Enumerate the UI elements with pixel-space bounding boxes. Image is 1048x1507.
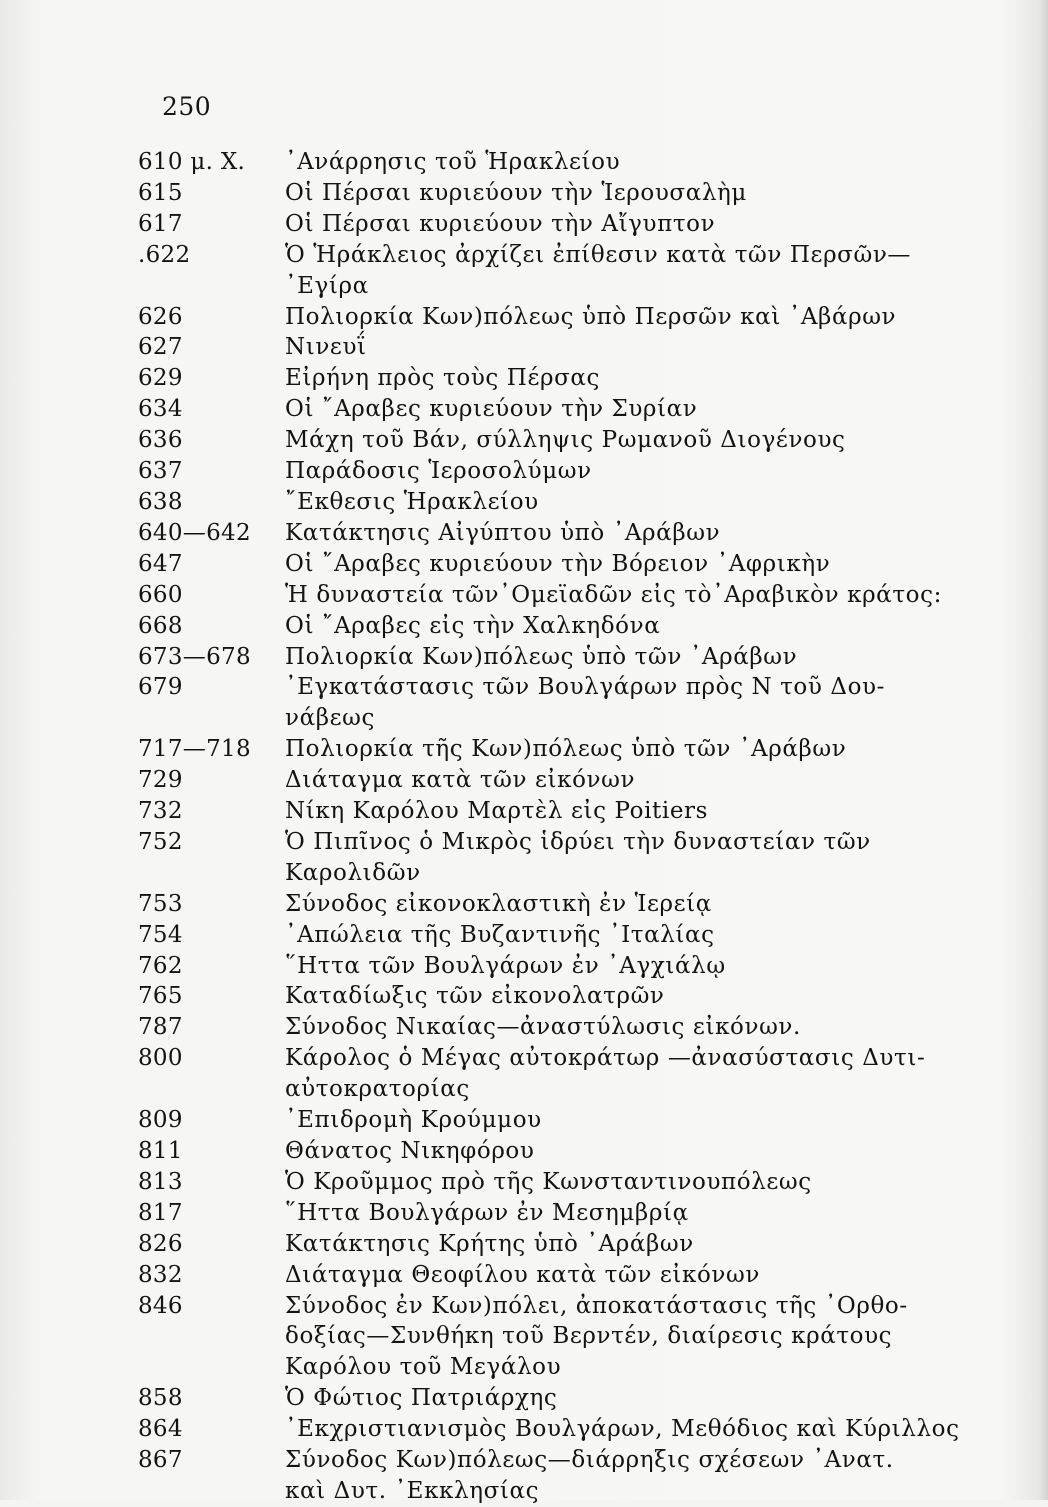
entry-event-line: Ὁ Κροῦμμος πρὸ τῆς Κωνσταντινουπόλεως: [285, 1168, 812, 1195]
entry-event-line: δοξίας—Συνθήκη τοῦ Βερντέν, διαίρεσις κράτους: [285, 1323, 893, 1350]
entry-event-line: Καταδίωξις τῶν εἰκονολατρῶν: [285, 983, 665, 1010]
entry-event-line: ῞Ηττα Βουλγάρων ἐν Μεσημβρίᾳ: [285, 1199, 689, 1226]
chronology-entry: [138, 178, 968, 209]
entry-event-line: Οἱ ῎Αραβες εἰς τὴν Χαλκηδόνα: [285, 612, 661, 639]
chronology-entry: [138, 611, 968, 642]
chronology-entry: [138, 951, 968, 982]
entry-event: [285, 889, 968, 920]
entry-event: [285, 1291, 968, 1384]
chronology-entry: [138, 456, 968, 487]
chronology-entry: [138, 147, 968, 178]
chronology-entry: [138, 487, 968, 518]
entry-event: [285, 642, 968, 673]
entry-year: 787: [138, 1014, 183, 1041]
entry-event: [285, 178, 968, 209]
entry-year: 826: [138, 1230, 183, 1257]
entry-event-line: ᾿Απώλεια τῆς Βυζαντινῆς ᾿Ιταλίας: [285, 921, 715, 948]
entry-event: [285, 425, 968, 456]
chronology-entry: [138, 765, 968, 796]
entry-event-line: Ὁ Πιπῖνος ὁ Μικρὸς ἱδρύει τὴν δυναστείαν τῶν: [285, 828, 871, 855]
entry-event-line: Σύνοδος εἰκονοκλαστικὴ ἐν Ἱερείᾳ: [285, 890, 712, 917]
entry-event: [285, 394, 968, 425]
chronology-entry: [138, 394, 968, 425]
entry-event: [285, 580, 968, 611]
entry-event-line: Κατάκτησις Κρήτης ὑπὸ ᾿Αράβων: [285, 1230, 694, 1257]
entry-event-line: Καρολιδῶν: [285, 859, 421, 886]
entry-event-line: Νίκη Καρόλου Μαρτὲλ εἰς Poitiers: [285, 798, 709, 825]
entry-event-line: Κατάκτησις Αἰγύπτου ὑπὸ ᾿Αράβων: [285, 519, 721, 546]
entry-year: 634: [138, 396, 183, 423]
entry-event-line: Πολιορκία Κων)πόλεως ὑπὸ τῶν ᾿Αράβων: [285, 643, 798, 670]
entry-event: [285, 796, 968, 827]
entry-year: 668: [138, 612, 183, 639]
entry-event: [285, 518, 968, 549]
entry-event: [285, 1229, 968, 1260]
entry-year: 610 μ. Χ.: [138, 149, 246, 175]
entry-event-line: Σύνοδος Νικαίας—ἀναστύλωσις εἰκόνων.: [285, 1014, 801, 1041]
page-number: 250: [162, 92, 212, 121]
entry-event: [285, 363, 968, 394]
entry-year: 640—642: [138, 519, 251, 546]
entry-year: 813: [138, 1168, 183, 1195]
entry-year: 732: [138, 798, 183, 825]
entry-event: [285, 549, 968, 580]
chronology-entry: [138, 580, 968, 611]
entry-year: 626: [138, 303, 183, 330]
entry-event-line: Θάνατος Νικηφόρου: [285, 1138, 535, 1164]
chronology-entry: [138, 796, 968, 827]
entry-event: [285, 734, 968, 765]
entry-event: [285, 456, 968, 487]
entry-year: 858: [138, 1385, 183, 1412]
entry-event-line: Πολιορκία τῆς Κων)πόλεως ὑπὸ τῶν ᾿Αράβων: [285, 736, 847, 763]
entry-event-line: ῎Εκθεσις Ἡρακλείου: [285, 488, 539, 515]
entry-event-line: Σύνοδος ἐν Κων)πόλει, ἀποκατάστασις τῆς ᾿Ορθο-: [285, 1292, 908, 1319]
chronology-entry: [138, 549, 968, 580]
chronology-entry: [138, 302, 968, 333]
entry-year: 717—718: [138, 736, 251, 763]
entry-year: 754: [138, 921, 183, 948]
entry-year: 817: [138, 1199, 183, 1226]
chronology-entry: [138, 920, 968, 951]
entry-year: 637: [138, 458, 183, 485]
entry-year: 753: [138, 890, 183, 917]
entry-year: 673—678: [138, 643, 251, 670]
chronology-entry: [138, 518, 968, 549]
entry-event: [285, 765, 968, 796]
entry-year: 679: [138, 674, 183, 701]
entry-event-line: ᾿Επιδρομὴ Κρούμμου: [285, 1107, 542, 1134]
chronology-entry: [138, 827, 968, 889]
entry-event: [285, 1167, 968, 1198]
entry-event-line: Οἱ ῎Αραβες κυριεύουν τὴν Συρίαν: [285, 396, 698, 423]
chronology-entry: [138, 1414, 968, 1445]
entry-event: [285, 827, 968, 889]
chronology-entry: [138, 672, 968, 734]
entry-event: [285, 1136, 968, 1167]
entry-event: [285, 951, 968, 982]
entry-event: [285, 672, 968, 734]
chronology-entry: [138, 1229, 968, 1260]
entry-event-line: Ὁ Φώτιος Πατριάρχης: [285, 1385, 558, 1412]
chronology-entry: [138, 1136, 968, 1167]
chronology-entry: [138, 209, 968, 240]
entry-event: [285, 1043, 968, 1105]
chronology-entry: [138, 1260, 968, 1291]
chronology-entry: [138, 1291, 968, 1384]
entry-year: 800: [138, 1045, 183, 1072]
entry-year: 762: [138, 952, 183, 979]
entry-year: 809: [138, 1107, 183, 1134]
entry-year: 832: [138, 1261, 183, 1288]
entry-event-line: ᾿Εκχριστιανισμὸς Βουλγάρων, Μεθόδιος καὶ Κύριλλος: [285, 1416, 960, 1443]
entry-event-line: Ἡ δυναστεία τῶν᾿Ομεϊαδῶν εἰς τὸ᾿Αραβικὸν κράτος:: [285, 581, 942, 608]
entry-event: [285, 240, 968, 302]
entry-year: 629: [138, 365, 183, 392]
entry-year: 627: [138, 334, 183, 361]
chronology-entry: [138, 1445, 968, 1507]
entry-event-line: Οἱ Πέρσαι κυριεύουν τὴν Αἴγυπτον: [285, 210, 716, 237]
entry-event-line: Οἱ Πέρσαι κυριεύουν τὴν Ἱερουσαλὴμ: [285, 179, 747, 206]
entry-event-line: καὶ Δυτ. ᾿Εκκλησίας: [285, 1477, 540, 1504]
entry-event-line: Διάταγμα κατὰ τῶν εἰκόνων: [285, 767, 636, 794]
entry-event-line: Σύνοδος Κων)πόλεως—διάρρηξις σχέσεων ᾿Ανατ.: [285, 1447, 894, 1474]
entry-event-line: αὐτοκρατορίας: [285, 1076, 470, 1103]
entry-event: [285, 1414, 968, 1445]
entry-event-line: ᾿Ανάρρησις τοῦ Ἡρακλείου: [285, 149, 621, 175]
entry-year: 615: [138, 179, 183, 206]
entry-year: 636: [138, 427, 183, 454]
entry-event: [285, 1198, 968, 1229]
entry-year: 811: [138, 1138, 183, 1164]
entry-event: [285, 302, 968, 333]
entry-event: [285, 1445, 968, 1507]
chronology-entry: [138, 642, 968, 673]
entry-event: [285, 1012, 968, 1043]
entry-event-line: Ὁ Ἡράκλειος ἀρχίζει ἐπίθεσιν κατὰ τῶν Περσῶν—: [285, 241, 912, 268]
entry-event-line: Οἱ ῎Αραβες κυριεύουν τὴν Βόρειον ᾿Αφρικὴν: [285, 550, 831, 577]
chronology-entry: [138, 1105, 968, 1136]
chronology-entry: [138, 1012, 968, 1043]
entry-year: 752: [138, 828, 183, 855]
entry-event: [285, 1383, 968, 1414]
chronology-list: [138, 147, 968, 1507]
entry-year: .622: [138, 241, 191, 268]
entry-event: [285, 611, 968, 642]
entry-year: 647: [138, 550, 183, 577]
entry-event: [285, 1260, 968, 1291]
entry-year: 867: [138, 1447, 183, 1474]
chronology-entry: [138, 332, 968, 363]
chronology-entry: [138, 981, 968, 1012]
scan-edge-shadow: [1038, 0, 1048, 1500]
entry-event: [285, 981, 968, 1012]
entry-year: 638: [138, 488, 183, 515]
entry-event: [285, 209, 968, 240]
chronology-entry: [138, 1198, 968, 1229]
chronology-entry: [138, 889, 968, 920]
entry-event: [285, 147, 968, 178]
chronology-entry: [138, 425, 968, 456]
entry-event-line: Μάχη τοῦ Βάν, σύλληψις Ρωμανοῦ Διογένους: [285, 427, 846, 454]
chronology-entry: [138, 363, 968, 394]
entry-event-line: Καρόλου τοῦ Μεγάλου: [285, 1354, 562, 1381]
chronology-entry: [138, 1043, 968, 1105]
entry-year: 765: [138, 983, 183, 1010]
entry-event-line: Παράδοσις Ἱεροσολύμων: [285, 458, 592, 485]
entry-event-line: ᾿Εγίρα: [285, 272, 369, 299]
entry-event-line: ᾿Εγκατάστασις τῶν Βουλγάρων πρὸς Ν τοῦ Δου-: [285, 674, 885, 701]
entry-event: [285, 332, 968, 363]
entry-year: 617: [138, 210, 183, 237]
entry-event: [285, 920, 968, 951]
entry-year: 846: [138, 1292, 183, 1319]
entry-event-line: Εἰρήνη πρὸς τοὺς Πέρσας: [285, 365, 601, 392]
chronology-entry: [138, 1383, 968, 1414]
entry-year: 660: [138, 581, 183, 608]
chronology-entry: [138, 1167, 968, 1198]
entry-event-line: Κάρολος ὁ Μέγας αὐτοκράτωρ —ἀνασύστασις Δυτι-: [285, 1045, 926, 1072]
entry-event-line: ῞Ηττα τῶν Βουλγάρων ἐν ᾿Αγχιάλῳ: [285, 952, 726, 979]
entry-event-line: Νινευΐ: [285, 334, 367, 361]
entry-year: 729: [138, 767, 183, 794]
entry-event-line: Πολιορκία Κων)πόλεως ὑπὸ Περσῶν καὶ ᾿Αβάρων: [285, 303, 897, 330]
entry-event-line: νάβεως: [285, 705, 375, 732]
entry-year: 864: [138, 1416, 183, 1443]
chronology-entry: [138, 240, 968, 302]
entry-event: [285, 1105, 968, 1136]
chronology-entry: [138, 734, 968, 765]
entry-event-line: Διάταγμα Θεοφίλου κατὰ τῶν εἰκόνων: [285, 1261, 760, 1288]
entry-event: [285, 487, 968, 518]
